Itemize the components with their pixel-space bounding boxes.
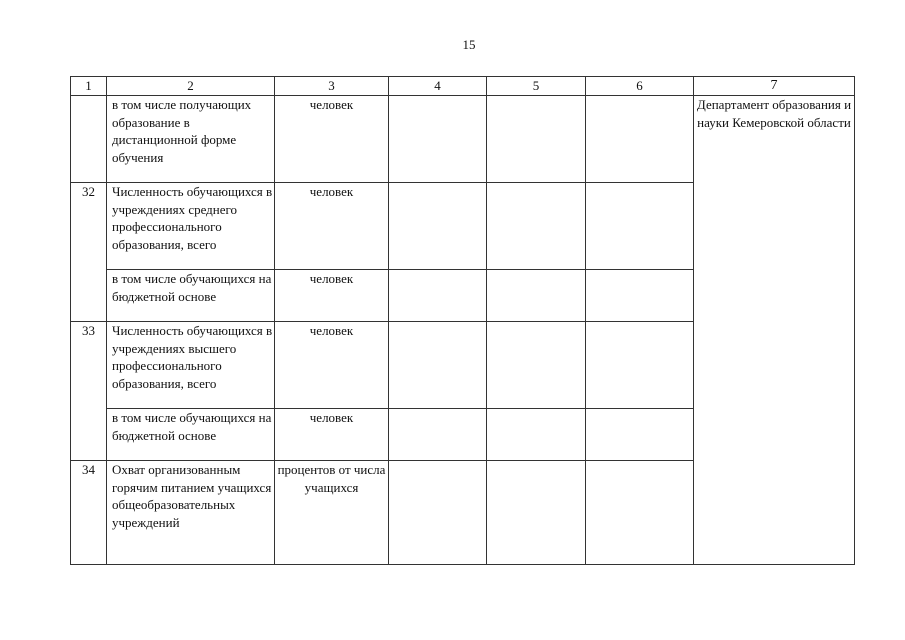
indicator-name: в том числе получающих образование в дистанционной форме обучения xyxy=(107,96,275,183)
unit-of-measure: процентов от числа учащихся xyxy=(275,461,389,565)
unit-of-measure: человек xyxy=(275,409,389,461)
row-number: 34 xyxy=(71,461,107,565)
indicator-name: Численность обучающихся в учреждениях среднего профессионального образования, всего xyxy=(107,183,275,270)
indicator-name: Охват организованным горячим питанием учащихся общеобразовательных учреждений xyxy=(107,461,275,565)
table-header-row xyxy=(71,77,855,96)
row-number xyxy=(71,96,107,183)
unit-of-measure: человек xyxy=(275,96,389,183)
value-cell xyxy=(389,96,487,183)
unit-of-measure: человек xyxy=(275,270,389,322)
value-cell xyxy=(586,270,694,322)
value-cell xyxy=(487,461,586,565)
data-table xyxy=(70,76,855,565)
value-cell xyxy=(586,96,694,183)
row-number: 32 xyxy=(71,183,107,322)
value-cell xyxy=(389,461,487,565)
column-header-7: 7 xyxy=(694,77,855,96)
column-header-1: 1 xyxy=(71,77,107,96)
value-cell xyxy=(487,409,586,461)
value-cell xyxy=(389,322,487,409)
value-cell xyxy=(586,183,694,270)
column-header-6: 6 xyxy=(586,77,694,96)
column-header-4: 4 xyxy=(389,77,487,96)
page-number: 15 xyxy=(462,37,476,52)
unit-of-measure: человек xyxy=(275,322,389,409)
value-cell xyxy=(487,322,586,409)
value-cell xyxy=(487,183,586,270)
column-header-5: 5 xyxy=(487,77,586,96)
value-cell xyxy=(487,270,586,322)
row-number: 33 xyxy=(71,322,107,461)
responsible-department: Департамент образования и науки Кемеровской области xyxy=(694,96,855,565)
unit-of-measure: человек xyxy=(275,183,389,270)
value-cell xyxy=(389,183,487,270)
value-cell xyxy=(586,409,694,461)
value-cell xyxy=(389,270,487,322)
value-cell xyxy=(586,461,694,565)
column-header-3: 3 xyxy=(275,77,389,96)
indicator-name: в том числе обучающихся на бюджетной основе xyxy=(107,409,275,461)
indicator-name: Численность обучающихся в учреждениях высшего профессионального образования, всего xyxy=(107,322,275,409)
column-header-2: 2 xyxy=(107,77,275,96)
value-cell xyxy=(487,96,586,183)
value-cell xyxy=(389,409,487,461)
table-row xyxy=(71,96,855,183)
value-cell xyxy=(586,322,694,409)
indicator-name: в том числе обучающихся на бюджетной основе xyxy=(107,270,275,322)
